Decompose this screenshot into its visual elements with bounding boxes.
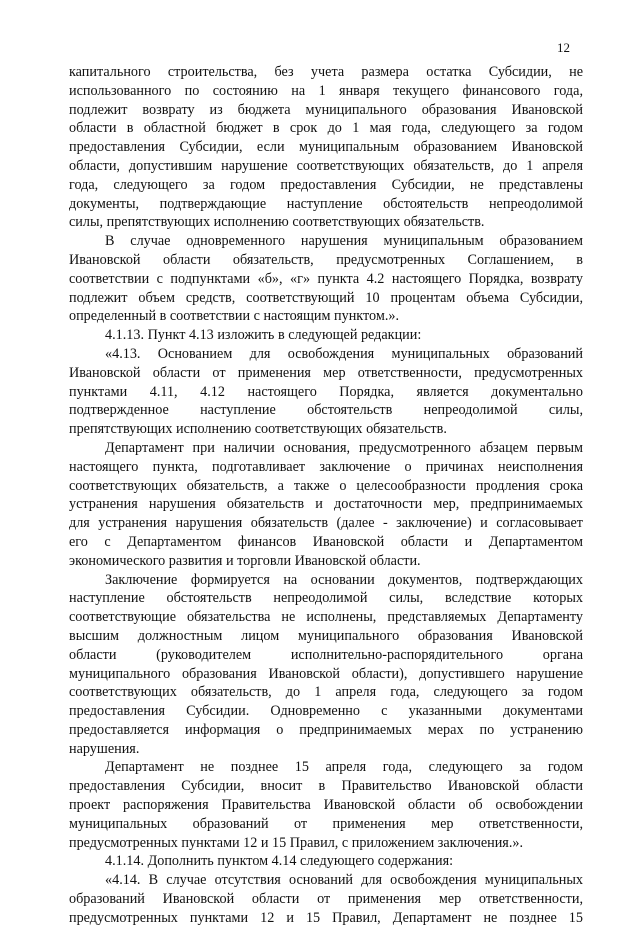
text-line: использованного по состоянию на 1 января текущего финансового года,	[69, 82, 583, 99]
text-line: образований Ивановской области от применения мер ответственности,	[69, 891, 583, 908]
text-line: соответствующие обязательства не исполнены, представляемых Департаменту	[69, 609, 583, 626]
text-line: документы, подтверждающие наступление обстоятельств непреодолимой	[69, 195, 583, 212]
text-line: «4.13. Основанием для освобождения муниципальных образований	[105, 345, 583, 362]
text-line: Департамент при наличии основания, предусмотренного абзацем первым	[105, 439, 583, 456]
text-line: экономического развития и торговли Ивановской области.	[69, 552, 421, 569]
text-line: проект распоряжения Правительства Ивановской области об освобождении	[69, 797, 583, 814]
text-line: соответствии с подпунктами «б», «г» пункта 4.2 настоящего Порядка, возврату	[69, 270, 583, 287]
text-line: настоящего пункта, подготавливает заключение о причинах неисполнения	[69, 458, 583, 475]
text-line: муниципальных образований от применения мер ответственности,	[69, 815, 583, 832]
text-line: Ивановской области от применения мер ответственности, предусмотренных	[69, 364, 583, 381]
text-line: предоставления Субсидии. Одновременно с указанными документами	[69, 703, 583, 720]
text-line: соответствующих обязательств, до 1 апреля года, следующего за годом	[69, 684, 583, 701]
text-line: пунктами 4.11, 4.12 настоящего Порядка, является документально	[69, 383, 583, 400]
text-line: года, следующего за годом предоставления Субсидии, не представлены	[69, 176, 583, 193]
text-line: Ивановской области обязательств, предусмотренных Соглашением, в	[69, 251, 583, 268]
text-line: силы, препятствующих исполнению соответствующих обязательств.	[69, 214, 485, 231]
text-line: препятствующих исполнению соответствующих обязательств.	[69, 421, 447, 438]
text-line: подлежит возврату из бюджета муниципального образования Ивановской	[69, 101, 583, 118]
text-line: нарушения.	[69, 740, 140, 757]
text-line: наступление обстоятельств непреодолимой силы, вследствие которых	[69, 590, 583, 607]
text-line: 4.1.13. Пункт 4.13 изложить в следующей редакции:	[105, 327, 422, 344]
text-line: области (руководителем исполнительно-распорядительного органа	[69, 646, 583, 663]
document-body	[69, 63, 583, 928]
text-line: его с Департаментом финансов Ивановской области и Департаментом	[69, 533, 583, 550]
text-line: определенный в соответствии с настоящим пунктом.».	[69, 308, 400, 325]
text-line: предоставления Субсидии, вносит в Правительство Ивановской области	[69, 778, 583, 795]
text-line: области в областной бюджет в срок до 1 мая года, следующего за годом	[69, 120, 583, 137]
text-line: В случае одновременного нарушения муниципальным образованием	[105, 233, 583, 250]
page-number: 12	[557, 40, 570, 55]
text-line: области, допустившим нарушение соответствующих обязательств, до 1 апреля	[69, 157, 583, 174]
text-line: предусмотренных пунктами 12 и 15 Правил, Департамент не позднее 15	[69, 909, 583, 926]
text-line: устранения нарушения обязательств и достаточности мер, предпринимаемых	[69, 496, 583, 513]
text-line: высшим должностным лицом муниципального образования Ивановской	[69, 627, 583, 644]
text-line: для устранения нарушения обязательств (далее - заключение) и согласовывает	[69, 515, 583, 532]
text-line: Заключение формируется на основании документов, подтверждающих	[105, 571, 583, 588]
text-line: «4.14. В случае отсутствия оснований для освобождения муниципальных	[105, 872, 583, 889]
text-line: соответствующих обязательств, а также о целесообразности продления срока	[69, 477, 583, 494]
text-line: подлежит объем средств, соответствующий 10 процентам объема Субсидии,	[69, 289, 583, 306]
text-line: подтвержденное наступление обстоятельств непреодолимой силы,	[69, 402, 583, 419]
text-line: Департамент не позднее 15 апреля года, следующего за годом	[105, 759, 583, 776]
text-line: капитального строительства, без учета размера остатка Субсидии, не	[69, 64, 583, 80]
text-line: предоставления Субсидии, если муниципальным образованием Ивановской	[69, 139, 583, 156]
text-line: предусмотренных пунктами 12 и 15 Правил, с приложением заключения.».	[69, 834, 524, 851]
text-line: предоставляется информация о предпринимаемых мерах по устранению	[69, 721, 583, 738]
text-line: муниципального образования Ивановской области), допустившего нарушение	[69, 665, 583, 682]
text-line: 4.1.14. Дополнить пунктом 4.14 следующего содержания:	[105, 853, 454, 870]
